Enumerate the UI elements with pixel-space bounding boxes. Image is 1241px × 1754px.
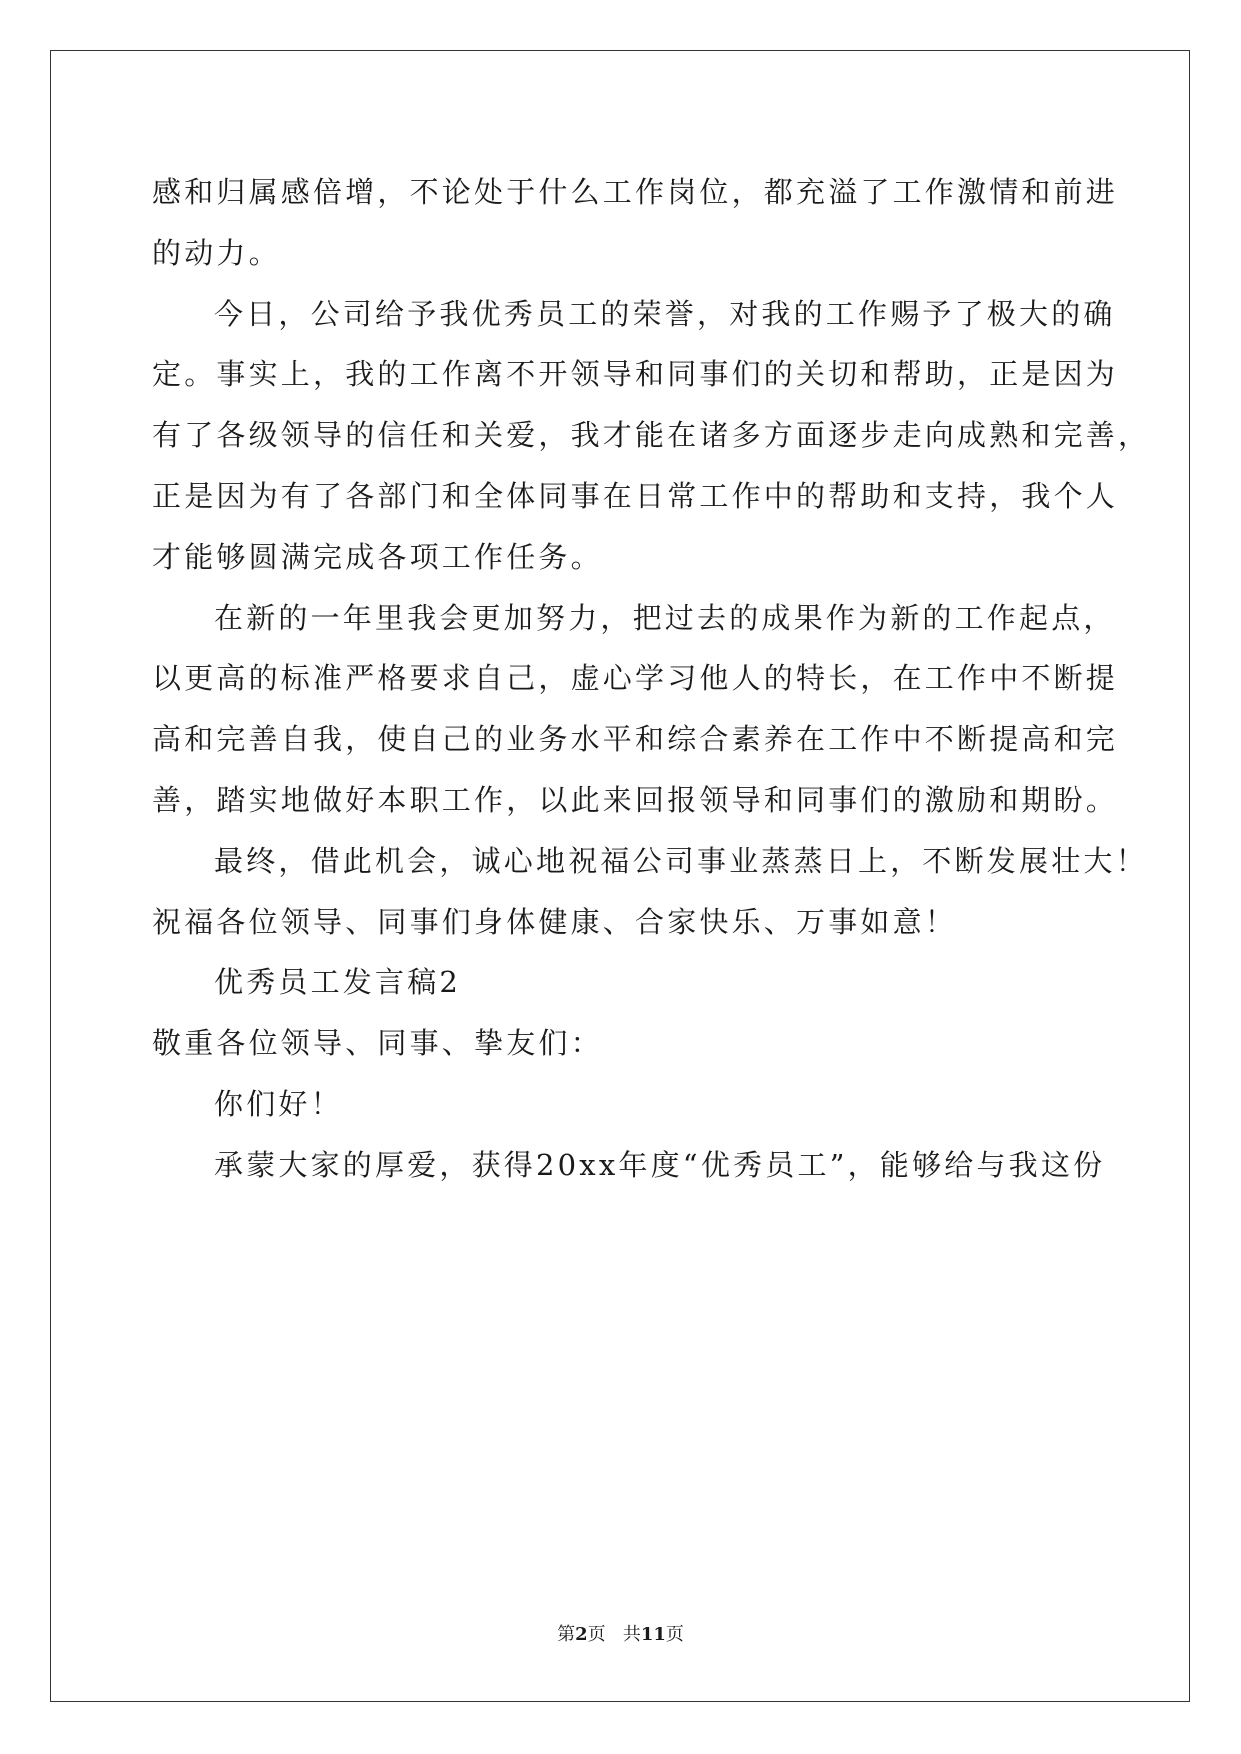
page-footer [0,1620,1241,1646]
footer-page-suffix: 页 [587,1624,606,1645]
text-line: 才能够圆满完成各项工作任务。 [152,539,603,574]
footer-page-number: 2 [575,1624,588,1645]
greeting: 你们好！ [214,1086,343,1121]
text-line: 善，踏实地做好本职工作，以此来回报领导和同事们的激励和期盼。 [152,782,1119,817]
text-line: 祝福各位领导、同事们身体健康、合家快乐、万事如意！ [152,904,958,939]
paragraph-start: 最终，借此机会，诚心地祝福公司事业蒸蒸日上，不断发展壮大！ [214,843,1148,878]
text-line: 正是因为有了各部门和全体同事在日常工作中的帮助和支持，我个人 [152,478,1119,513]
footer-page-prefix: 第 [557,1624,576,1645]
footer-total-pages: 11 [640,1624,666,1645]
text-line: 以更高的标准严格要求自己，虚心学习他人的特长，在工作中不断提 [152,661,1119,696]
footer-total-prefix: 共 [622,1624,641,1645]
salutation: 敬重各位领导、同事、挚友们： [152,1026,603,1061]
text-line: 的动力。 [152,235,281,270]
text-line: 定。事实上，我的工作离不开领导和同事们的关切和帮助，正是因为 [152,357,1119,392]
section-heading: 优秀员工发言稿2 [214,965,462,1000]
text-line: 感和归属感倍增，不论处于什么工作岗位，都充溢了工作激情和前进 [152,175,1119,209]
paragraph-start: 今日，公司给予我优秀员工的荣誉，对我的工作赐予了极大的确 [214,296,1116,331]
text-line: 有了各级领导的信任和关爱，我才能在诸多方面逐步走向成熟和完善， [152,418,1151,453]
document-body [152,162,1151,1196]
paragraph-start: 在新的一年里我会更加努力，把过去的成果作为新的工作起点， [214,600,1116,635]
text-line: 高和完善自我，使自己的业务水平和综合素养在工作中不断提高和完 [152,722,1119,757]
paragraph-start: 承蒙大家的厚爱，获得20xx年度“优秀员工”，能够给与我这份 [214,1147,1106,1182]
footer-total-suffix: 页 [665,1624,684,1645]
